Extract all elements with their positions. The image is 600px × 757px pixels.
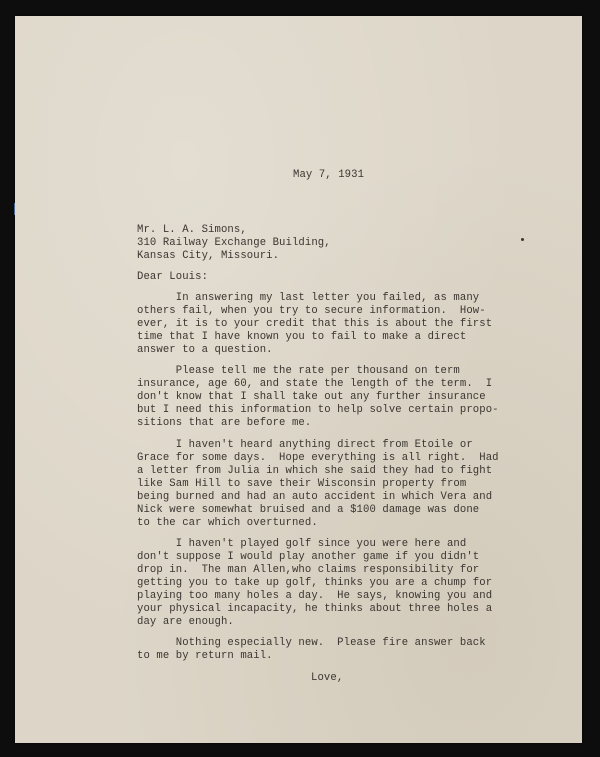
paragraph-5-line-2: to me by return mail. (137, 650, 273, 662)
paragraph-4-line-4: getting you to take up golf, thinks you are a chump for (137, 577, 493, 589)
paragraph-1-line-2: others fail, when you try to secure information. How- (137, 305, 486, 317)
paragraph-4-line-5: playing too many holes a day. He says, knowing you and (137, 590, 493, 602)
paragraph-1-line-5: answer to a question. (137, 344, 273, 356)
closing: Love, (311, 672, 344, 684)
paragraph-4-line-7: day are enough. (137, 616, 234, 628)
paragraph-2-line-1: Please tell me the rate per thousand on term (137, 365, 460, 377)
address-line-2: 310 Railway Exchange Building, (137, 237, 331, 249)
letter-date: May 7, 1931 (293, 169, 365, 181)
address-line-3: Kansas City, Missouri. (137, 250, 280, 262)
paragraph-3-line-3: a letter from Julia in which she said they had to fight (137, 465, 493, 477)
paragraph-2-line-3: don't know that I shall take out any further insurance (137, 391, 486, 403)
ink-dot (521, 238, 524, 241)
paragraph-4-line-3: drop in. The man Allen,who claims responsibility for (137, 564, 480, 576)
paragraph-1-line-3: ever, it is to your credit that this is about the first (137, 318, 493, 330)
paragraph-3-line-6: Nick were somewhat bruised and a $100 damage was done (137, 504, 480, 516)
paragraph-3-line-2: Grace for some days. Hope everything is all right. Had (137, 452, 499, 464)
paragraph-3-line-1: I haven't heard anything direct from Etoile or (137, 439, 473, 451)
address-line-1: Mr. L. A. Simons, (137, 224, 247, 236)
paragraph-1-line-1: In answering my last letter you failed, as many (137, 292, 480, 304)
paragraph-3-line-5: being burned and had an auto accident in which Vera and (137, 491, 493, 503)
paragraph-1-line-4: time that I have known you to fail to make a direct (137, 331, 467, 343)
salutation: Dear Louis: (137, 271, 209, 283)
paragraph-4-line-6: your physical incapacity, he thinks about three holes a (137, 603, 493, 615)
paragraph-2-line-2: insurance, age 60, and state the length of the term. I (137, 378, 493, 390)
paragraph-5-line-1: Nothing especially new. Please fire answer back (137, 637, 486, 649)
paragraph-2-line-4: but I need this information to help solve certain propo- (137, 404, 499, 416)
letter-page (15, 16, 582, 743)
paragraph-4-line-2: don't suppose I would play another game if you didn't (137, 551, 480, 563)
paragraph-4-line-1: I haven't played golf since you were here and (137, 538, 467, 550)
paragraph-2-line-5: sitions that are before me. (137, 417, 312, 429)
paragraph-3-line-4: like Sam Hill to save their Wisconsin property from (137, 478, 467, 490)
paragraph-3-line-7: to the car which overturned. (137, 517, 318, 529)
letter-body (15, 16, 582, 743)
